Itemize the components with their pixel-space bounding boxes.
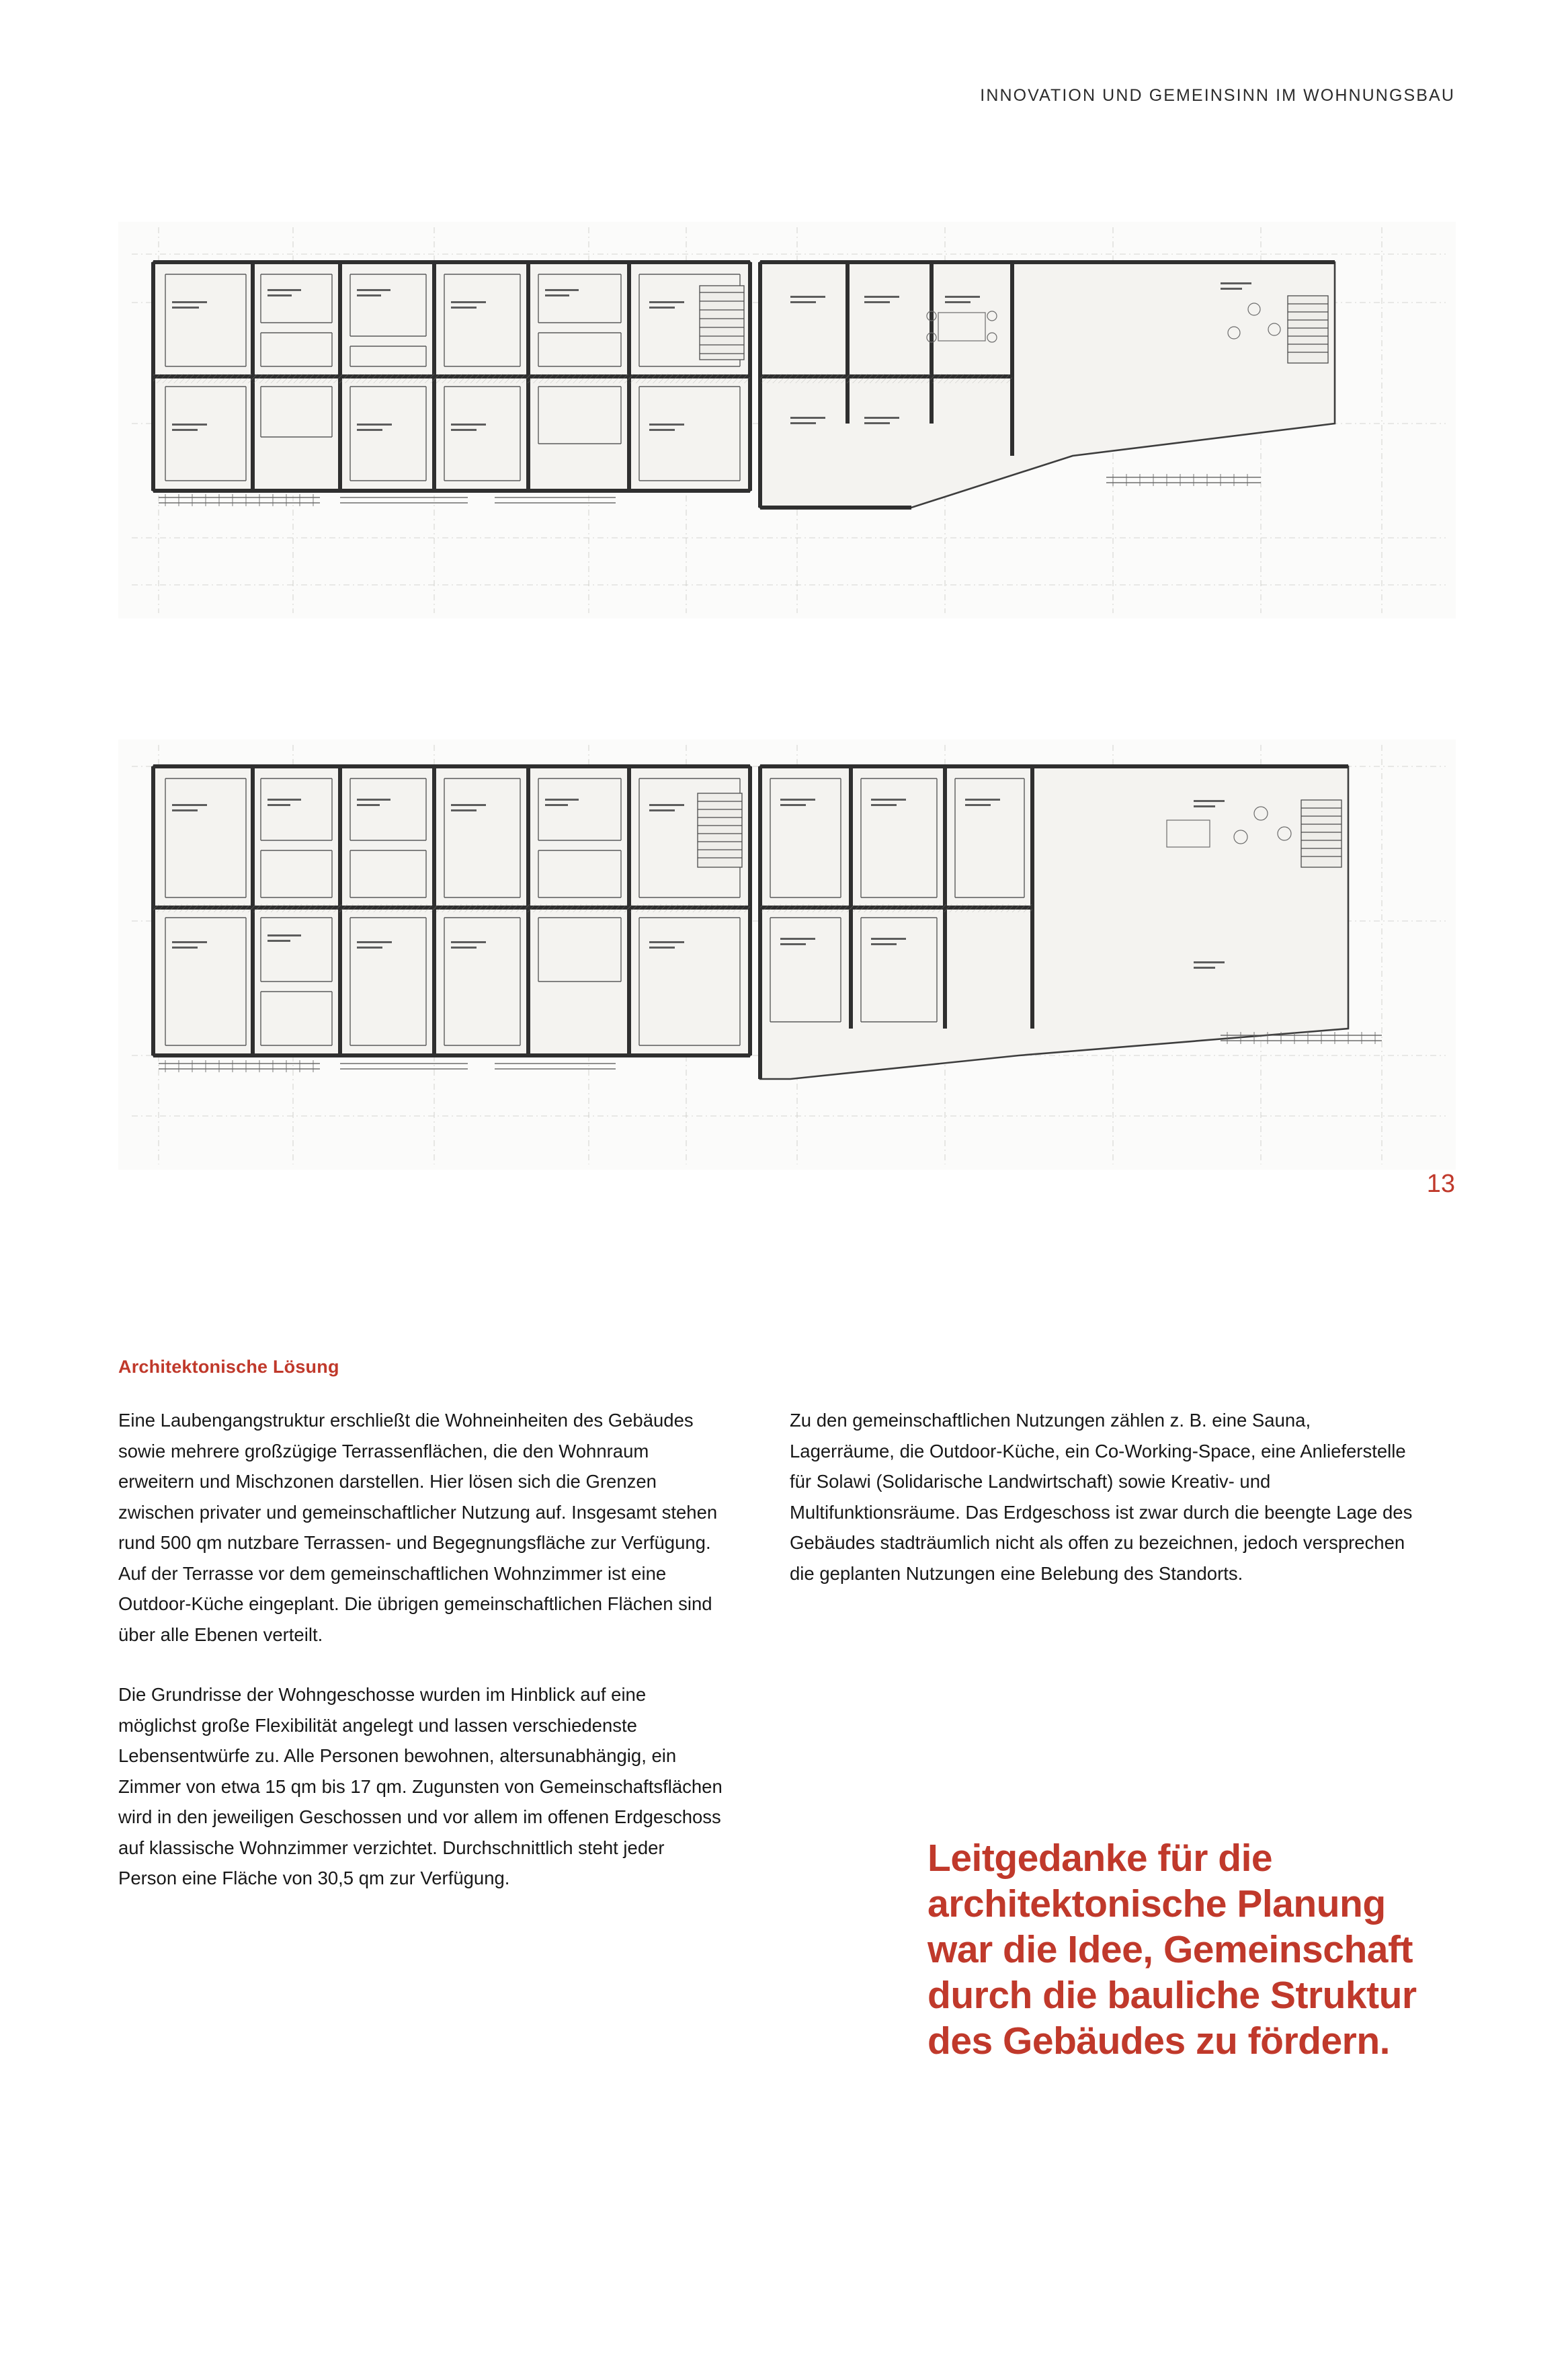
paragraph-right-1: Zu den gemeinschaftlichen Nutzungen zählen z. B. eine Sauna, Lagerräume, die Outdoor-Küche, ein Co-Working-Space, eine Anlieferstelle für Solawi (Solidarische Landwirtschaft) sowie Kreativ- und Multifunktionsräume. Das Erdgeschoss ist zwar durch die beengte Lage des Gebäudes stadträumlich nicht als offen zu bezeichnen, jedoch versprechen die geplanten Nutzungen eine Belebung des Standorts. — [790, 1410, 1413, 1584]
paragraph-left-2: Die Grundrisse der Wohngeschosse wurden im Hinblick auf eine möglichst große Flexibilität angelegt und lassen verschiedenste Lebensentwürfe zu. Alle Personen bewohnen, altersunabhängig, ein Zimmer von etwa 15 qm bis 17 qm. Zugunsten von Gemeinschaftsflächen wird in den jeweiligen Geschossen und vor allem im offenen Erdgeschoss auf klassische Wohnzimmer verzichtet. Durchschnittlich steht jeder Person eine Fläche von 30,5 qm zur Verfügung. — [118, 1684, 723, 1888]
body-column-right — [790, 1405, 1415, 1618]
floor-plan-upper-drawing — [118, 222, 1456, 618]
paragraph-left-1: Eine Laubengangstruktur erschließt die Wohneinheiten des Gebäudes sowie mehrere großzügige Terrassenflächen, die den Wohnraum erweitern und Mischzonen darstellen. Hier lösen sich die Grenzen zwischen privater und gemeinschaftlicher Nutzung auf. Insgesamt stehen rund 500 qm nutzbare Terrassen- und Begegnungsfläche zur Verfügung. Auf der Terrasse vor dem gemeinschaftlichen Wohnzimmer ist eine Outdoor-Küche eingeplant. Die übrigen gemeinschaftlichen Flächen sind über alle Ebenen verteilt. — [118, 1410, 718, 1645]
floor-plan-lower — [118, 739, 1456, 1170]
floor-plan-lower-drawing — [118, 739, 1456, 1170]
page-number: 13 — [1426, 1170, 1455, 1198]
body-column-left — [118, 1405, 723, 1923]
section-title: Architektonische Lösung — [118, 1357, 339, 1377]
floor-plan-upper — [118, 222, 1456, 618]
pull-quote: Leitgedanke für die architektonische Planung war die Idee, Gemeinschaft durch die bauliche Struktur des Gebäudes zu fördern. — [927, 1837, 1417, 2063]
running-head: INNOVATION UND GEMEINSINN IM WOHNUNGSBAU — [980, 86, 1455, 105]
